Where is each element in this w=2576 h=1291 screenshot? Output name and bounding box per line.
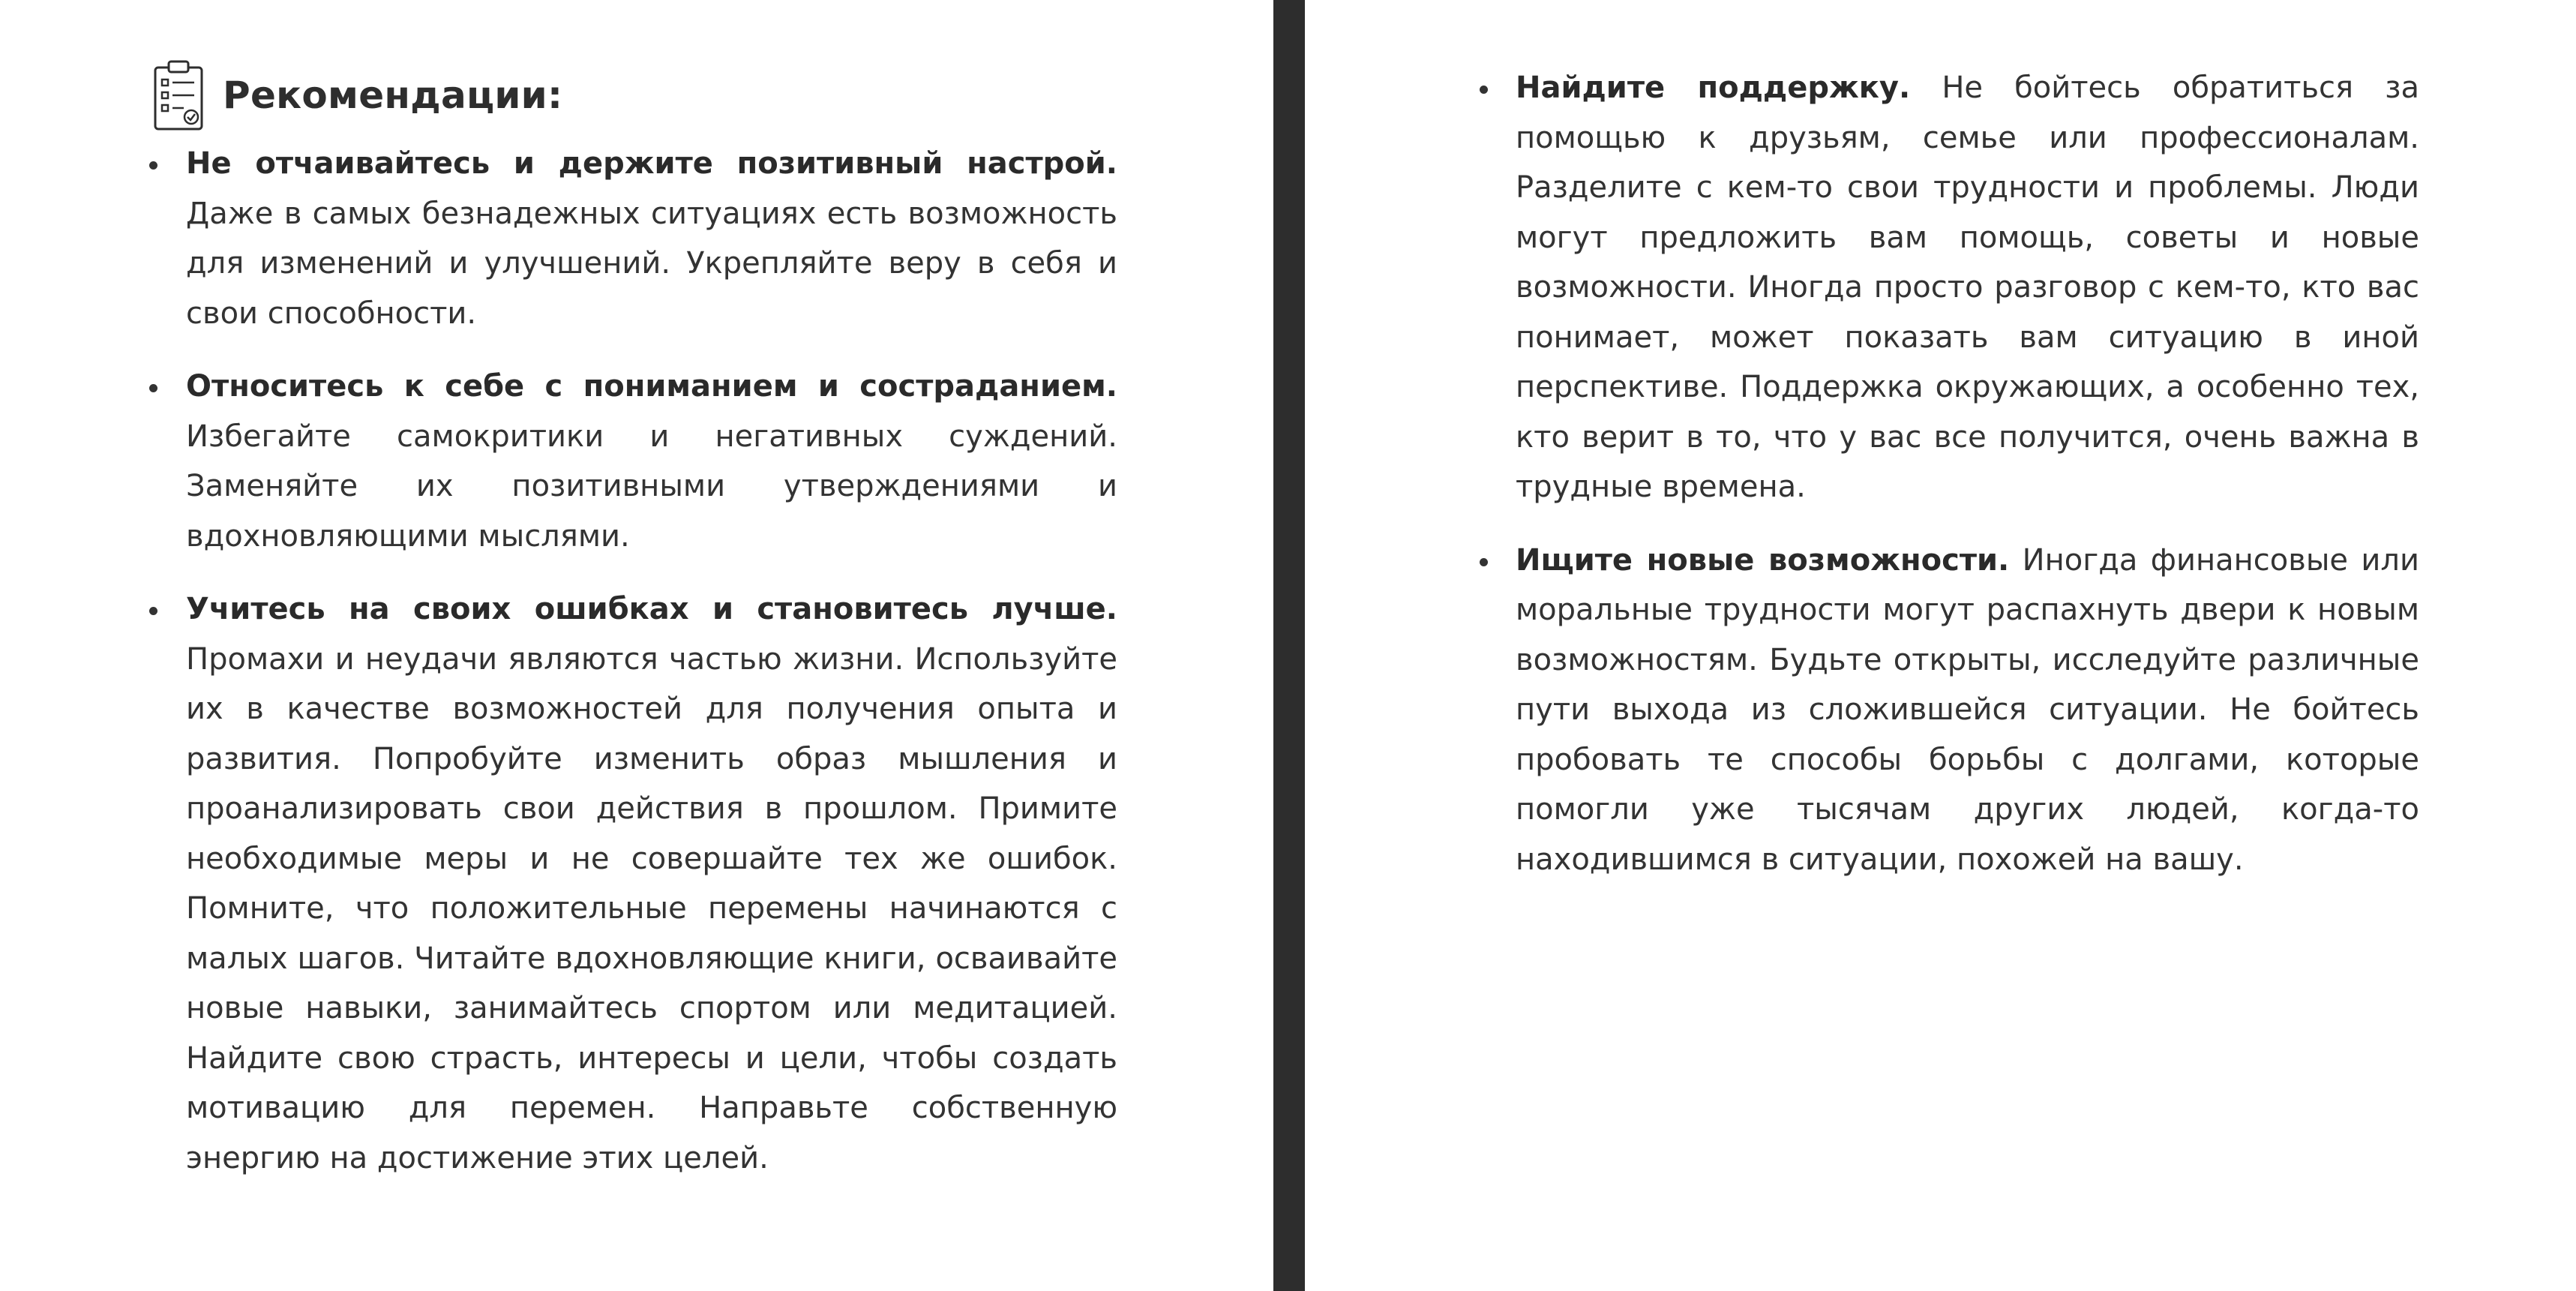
section-heading — [152, 56, 1117, 134]
item-text: Иногда финансовые или моральные трудности могут распахнуть двери к новым возможностям. Будьте открыты, исследуйте различные пути выхода из сложившейся ситуации. Не бойтесь пробовать те способы борьбы с долгами, которые помогли уже тысячам других людей, когда-то находившимся в ситуации, похожей на вашу. — [1516, 542, 2419, 877]
list-item — [1483, 63, 2419, 512]
recommendations-list-right — [1483, 63, 2419, 884]
list-item — [152, 584, 1117, 1183]
item-title: Учитесь на своих ошибках и становитесь лучше. — [186, 592, 1117, 626]
item-title: Найдите поддержку. — [1516, 71, 1911, 105]
list-item — [152, 362, 1117, 561]
item-title: Ищите новые возможности. — [1516, 542, 2010, 578]
clipboard-checklist-icon — [152, 59, 206, 132]
left-page — [0, 0, 1273, 1291]
item-text: Даже в самых безнадежных ситуациях есть возможность для изменений и улучшений. Укрепляйте веру в себя и свои способности. — [186, 196, 1117, 331]
item-title: Не отчаивайтесь и держите позитивный настрой. — [186, 146, 1117, 181]
item-title: Относитесь к себе с пониманием и состраданием. — [186, 369, 1117, 404]
item-text: Промахи и неудачи являются частью жизни. Используйте их в качестве возможностей для получения опыта и развития. Попробуйте изменить образ мышления и проанализировать свои действия в прошлом. Примите необходимые меры и не совершайте тех же ошибок. Помните, что положительные перемены начинаются с малых шагов. Читайте вдохновляющие книги, осваивайте новые навыки, занимайтесь спортом или медитацией. Найдите свою страсть, интересы и цели, чтобы создать мотивацию для перемен. Направьте собственную энергию на достижение этих целей. — [186, 641, 1117, 1175]
list-item — [152, 139, 1117, 338]
page-title: Рекомендации: — [223, 73, 563, 117]
list-item — [1483, 536, 2419, 885]
item-text: Избегайте самокритики и негативных суждений. Заменяйте их позитивными утверждениями и вдохновляющими мыслями. — [186, 419, 1117, 554]
book-spine — [1273, 0, 1305, 1291]
right-column — [1483, 63, 2419, 908]
item-text: Не бойтесь обратиться за помощью к друзьям, семье или профессионалам. Разделите с кем-то свои трудности и проблемы. Люди могут предложить вам помощь, советы и новые возможности. Иногда просто разговор с кем-то, кто вас понимает, может показать вам ситуацию в иной перспективе. Поддержка окружающих, а особенно тех, кто верит в то, что у вас все получится, очень важна в трудные времена. — [1516, 71, 2420, 504]
recommendations-list-left — [152, 139, 1117, 1183]
left-column — [152, 56, 1117, 1206]
